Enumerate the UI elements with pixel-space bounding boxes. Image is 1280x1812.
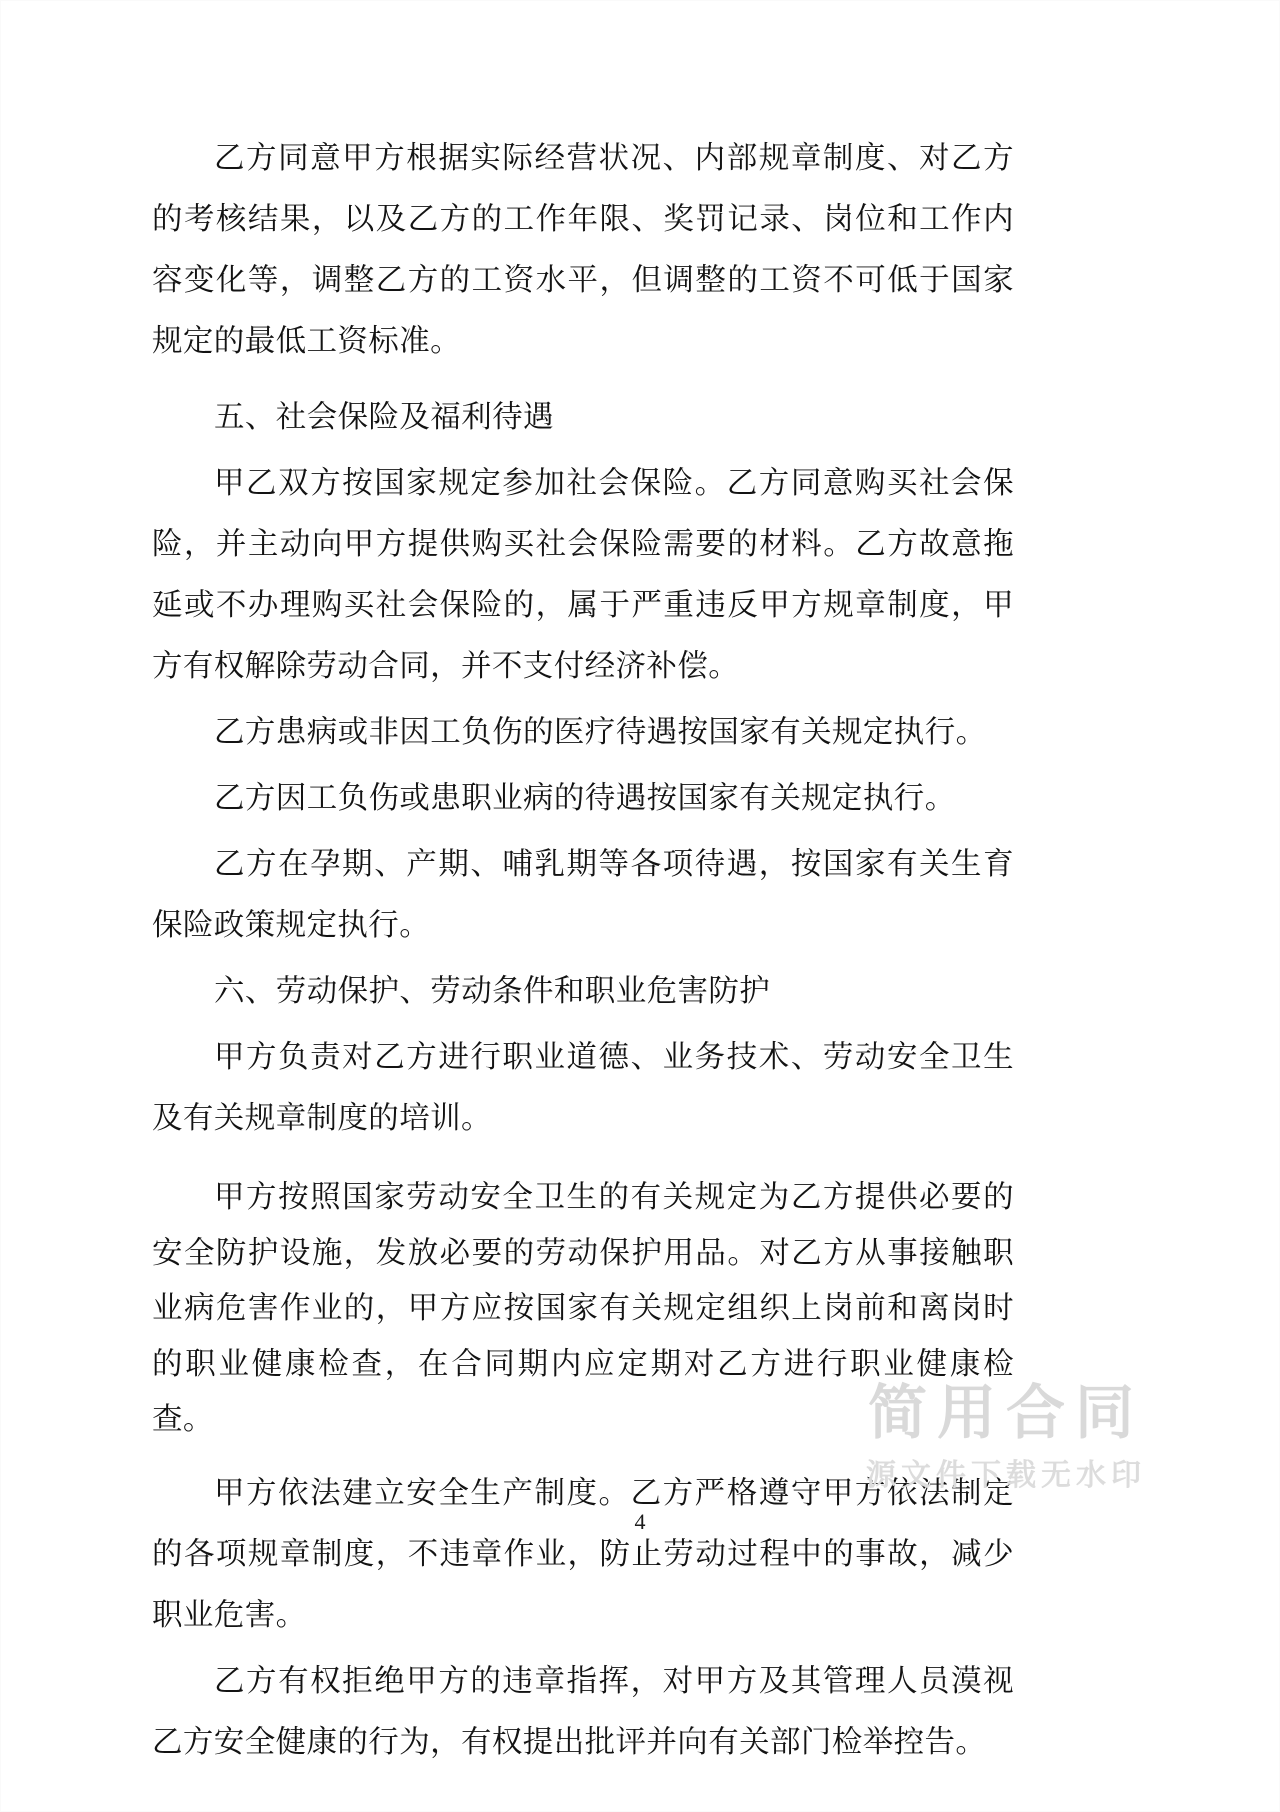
paragraph-safety-equipment: 甲方按照国家劳动安全卫生的有关规定为乙方提供必要的安全防护设施，发放必要的劳动保护用品。对乙方从事接触职业病危害作业的，甲方应按国家有关规定组织上岗前和离岗时的职业健康检查，在合同期内应定期对乙方进行职业健康检查。 [152, 1180, 1014, 1437]
paragraph-wage-adjust: 乙方同意甲方根据实际经营状况、内部规章制度、对乙方的考核结果，以及乙方的工作年限、奖罚记录、岗位和工作内容变化等，调整乙方的工资水平，但调整的工资不可低于国家规定的最低工资标准。 [152, 141, 1014, 359]
paragraph-maternity: 乙方在孕期、产期、哺乳期等各项待遇，按国家有关生育保险政策规定执行。 [152, 847, 1014, 943]
paragraph-training: 甲方负责对乙方进行职业道德、业务技术、劳动安全卫生及有关规章制度的培训。 [152, 1040, 1014, 1136]
paragraph-gap [152, 377, 1014, 387]
paragraph-gap [152, 1453, 1014, 1463]
watermark-brand-text: 简用合同 [867, 1378, 1144, 1447]
paragraph-medical-treatment: 乙方患病或非因工负伤的医疗待遇按国家有关规定执行。 [214, 715, 987, 750]
paragraph-safety-production: 甲方依法建立安全生产制度。乙方严格遵守甲方依法制定的各项规章制度，不违章作业，防止劳动过程中的事故，减少职业危害。 [152, 1475, 1014, 1633]
watermark-subtitle-text: 源文件下载无水印 [866, 1458, 1146, 1493]
paragraph-social-insurance: 甲乙双方按国家规定参加社会保险。乙方同意购买社会保险，并主动向甲方提供购买社会保险需要的材料。乙方故意拖延或不办理购买社会保险的，属于严重违反甲方规章制度，甲方有权解除劳动合同，并不支付经济补偿。 [152, 466, 1014, 684]
paragraph-work-injury: 乙方因工负伤或患职业病的待遇按国家有关规定执行。 [214, 781, 956, 816]
heading-section-five: 五、社会保险及福利待遇 [214, 400, 554, 435]
heading-section-six: 六、劳动保护、劳动条件和职业危害防护 [214, 974, 771, 1009]
page-number: 4 [634, 1509, 646, 1534]
paragraph-gap [152, 1154, 1014, 1170]
paragraph-refuse-violation: 乙方有权拒绝甲方的违章指挥，对甲方及其管理人员漠视乙方安全健康的行为，有权提出批评并向有关部门检举控告。 [152, 1663, 1014, 1760]
